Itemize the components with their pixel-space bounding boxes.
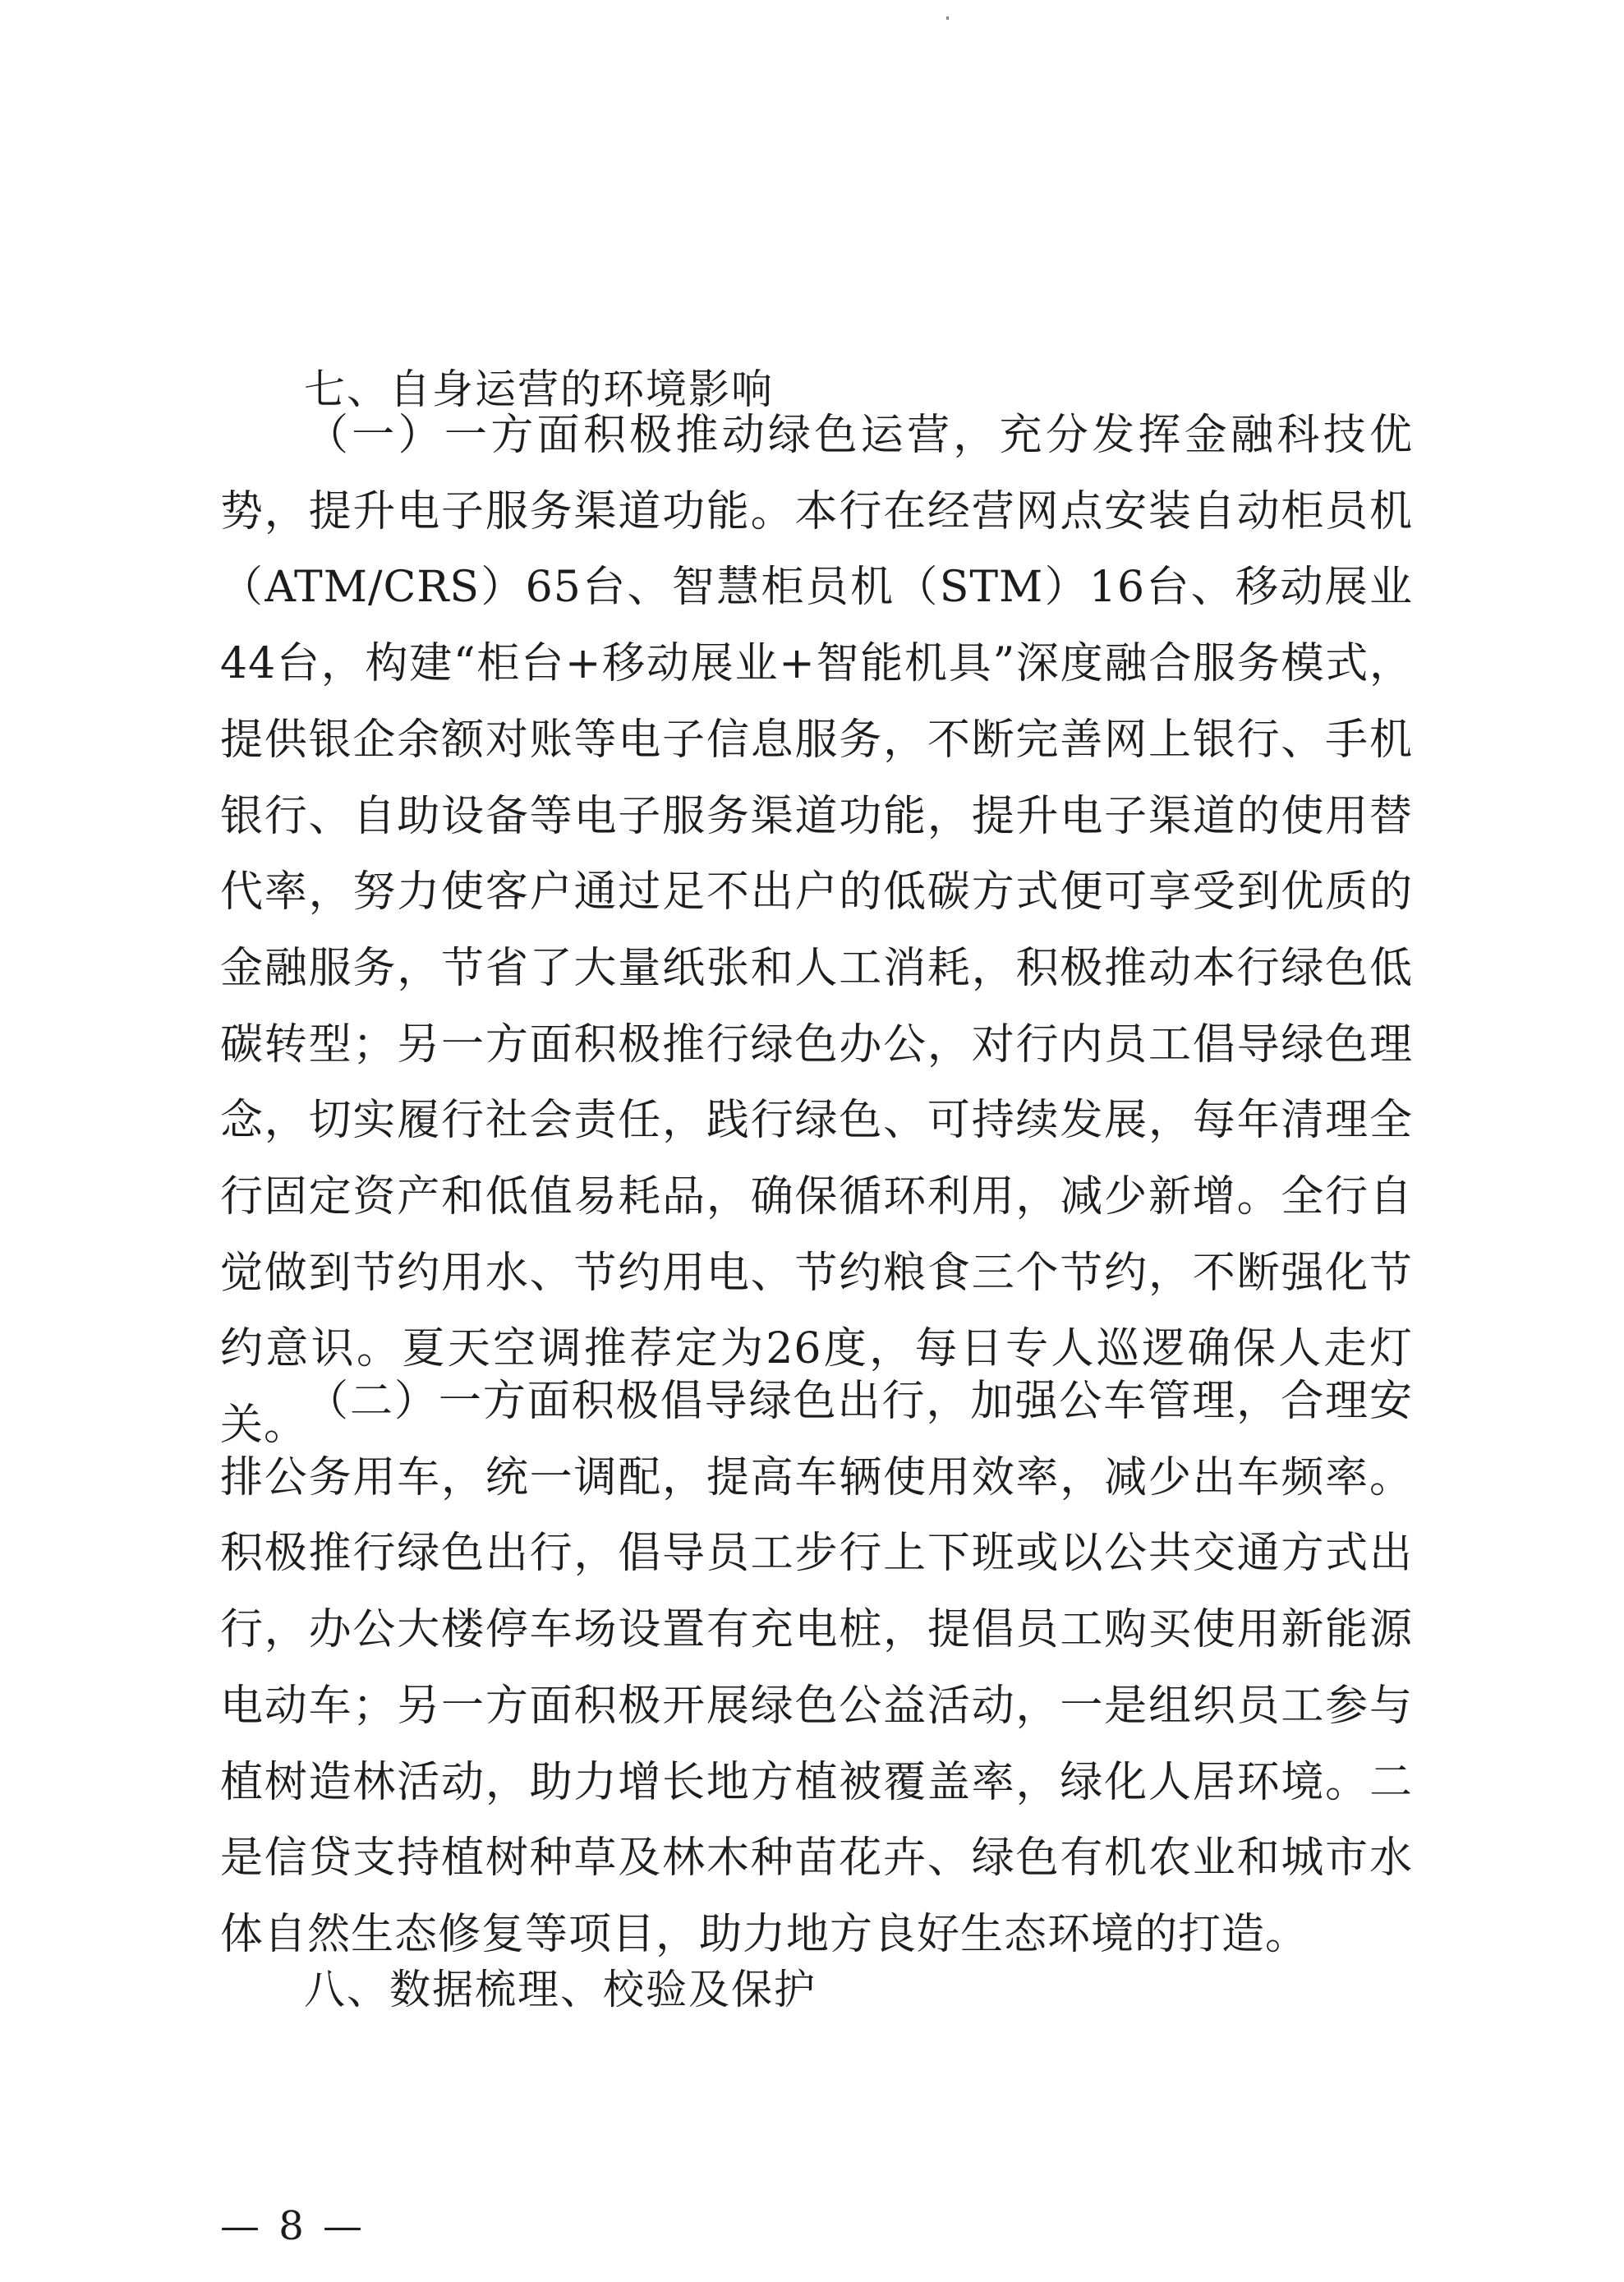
paragraph-green-travel: （二）一方面积极倡导绿色出行，加强公车管理，合理安排公务用车，统一调配，提高车辆使用效率，减少出车频率。积极推行绿色出行，倡导员工步行上下班或以公共交通方式出行，办公大楼停车场设置有充电桩，提倡员工购买使用新能源电动车；另一方面积极开展绿色公益活动，一是组织员工参与植树造林活动，助力增长地方植被覆盖率，绿化人居环境。二是信贷支持植树种草及林木种苗花卉、绿色有机农业和城市水体自然生态修复等项目，助力地方良好生态环境的打造。 [220,1377,1413,1959]
scan-speck [946,16,949,20]
paragraph-green-operations: （一）一方面积极推动绿色运营，充分发挥金融科技优势，提升电子服务渠道功能。本行在经营网点安装自动柜员机（ATM/CRS）65台、智慧柜员机（STM）16台、移动展业44台，构建“柜台+移动展业+智能机具”深度融合服务模式，提供银企余额对账等电子信息服务，不断完善网上银行、手机银行、自助设备等电子服务渠道功能，提升电子渠道的使用替代率，努力使客户通过足不出户的低碳方式便可享受到优质的金融服务，节省了大量纸张和人工消耗，积极推动本行绿色低碳转型；另一方面积极推行绿色办公，对行内员工倡导绿色理念，切实履行社会责任，践行绿色、可持续发展，每年清理全行固定资产和低值易耗品，确保循环利用，减少新增。全行自觉做到节约用水、节约用电、节约粮食三个节约，不断强化节约意识。夏天空调推荐定为26度，每日专人巡逻确保人走灯关。 [220,411,1413,1451]
page-number: — 8 — [220,2203,366,2249]
section-seven-heading: 七、自身运营的环境影响 [304,365,774,413]
section-eight-heading: 八、数据梳理、校验及保护 [304,1965,817,2013]
